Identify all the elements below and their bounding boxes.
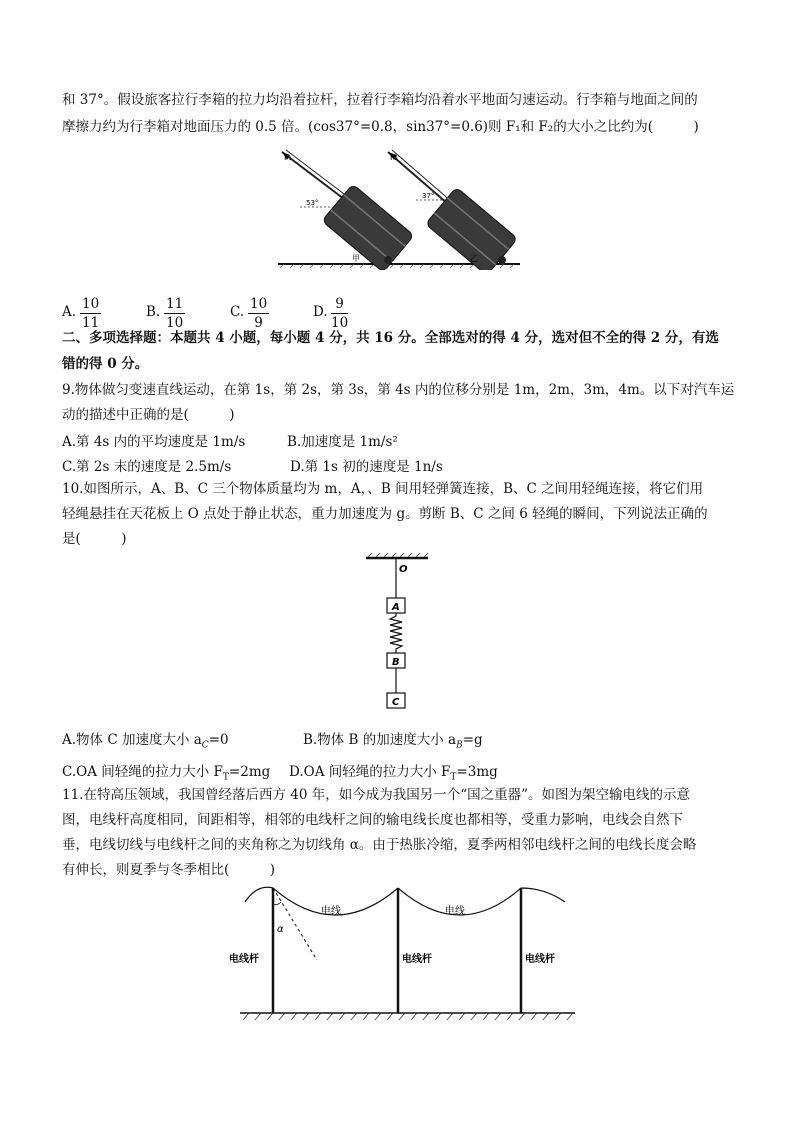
q10-option-c-sub: T bbox=[222, 772, 229, 783]
q10-option-c-text: C.OA 间轻绳的拉力大小 F bbox=[62, 764, 223, 780]
q10-option-a-tail: =0 bbox=[208, 732, 229, 748]
q10-stem-line-2: 轻绳悬挂在天花板上 O 点处于静止状态，重力加速度为 g。剪断 B、C 之间 6 轻绳的瞬间，下列说法正确的 bbox=[62, 506, 708, 522]
q8-option-d-fraction bbox=[331, 295, 348, 332]
q11-wire-label-2: 电线 bbox=[445, 906, 465, 917]
q10-option-d[interactable] bbox=[289, 760, 498, 783]
q10-option-a[interactable] bbox=[62, 728, 229, 751]
q10-stem-line-1: 10.如图所示，A、B、C 三个物体质量均为 m，A，、B 间用轻弹簧连接，B、C 之间用轻绳连接，将它们用 bbox=[62, 481, 704, 497]
q10-option-a-sub: C bbox=[201, 740, 209, 751]
q8-option-c-num: 10 bbox=[250, 296, 268, 312]
q9-option-c[interactable]: C.第 2s 末的速度是 2.5m/s bbox=[62, 459, 232, 475]
q10-option-b[interactable] bbox=[303, 728, 483, 751]
section-2-heading-line-2: 错的得 0 分。 bbox=[62, 356, 149, 372]
q10-label-c: C bbox=[392, 697, 400, 708]
q11-alpha-label: α bbox=[277, 924, 284, 935]
q9-option-d[interactable]: D.第 1s 初的速度是 1n/s bbox=[290, 459, 443, 475]
q11-wire-label-1: 电线 bbox=[321, 906, 341, 917]
section-2-heading-line-1: 二、多项选择题：本题共 4 小题，每小题 4 分，共 16 分。全部选对的得 4 分，选对但不全的得 2 分，有选 bbox=[62, 330, 719, 346]
q11-pole-label-2: 电线杆 bbox=[402, 954, 432, 965]
q8-option-b-fraction bbox=[164, 295, 185, 332]
q8-label-f1: F₁ bbox=[284, 153, 292, 162]
q11-pole-label-3: 电线杆 bbox=[525, 954, 555, 965]
q10-hanging-blocks-figure bbox=[362, 552, 432, 714]
q8-option-b-num: 11 bbox=[166, 296, 184, 312]
q10-stem-line-3: 是( ) bbox=[62, 531, 127, 547]
q10-option-c[interactable] bbox=[62, 760, 270, 783]
q10-option-a-text: A.物体 C 加速度大小 a bbox=[62, 732, 202, 748]
q8-option-a-num: 10 bbox=[82, 296, 100, 312]
q10-option-d-tail: =3mg bbox=[456, 764, 498, 780]
q8-option-b-letter: B. bbox=[146, 304, 161, 320]
q9-option-a[interactable]: A.第 4s 内的平均速度是 1m/s bbox=[62, 434, 246, 450]
q8-stem-line-1: 和 37°。假设旅客拉行李箱的拉力均沿着拉杆，拉着行李箱均沿着水平地面匀速运动。行李箱与地面之间的 bbox=[62, 92, 698, 108]
q8-caption-left: 甲 bbox=[352, 254, 360, 263]
q10-label-a: A bbox=[392, 602, 400, 613]
q9-stem-line-2: 动的描述中正确的是( ) bbox=[62, 407, 235, 423]
q8-option-c-fraction bbox=[248, 295, 269, 332]
q8-option-d-num: 9 bbox=[331, 295, 348, 314]
q10-option-b-tail: =g bbox=[462, 732, 483, 748]
q11-pole-label-1: 电线杆 bbox=[229, 954, 259, 965]
q11-stem-line-1: 11.在特高压领域，我国曾经落后西方 40 年，如今成为我国另一个“国之重器”。如图为架空输电线的示意 bbox=[62, 787, 691, 803]
q8-option-a-fraction bbox=[80, 295, 101, 332]
q10-label-o: O bbox=[399, 564, 408, 575]
q11-stem-line-2: 图，电线杆高度相同，间距相等，相邻的电线杆之间的输电线长度也都相等，受重力影响，电线会自然下 bbox=[62, 812, 683, 828]
q8-suitcase-figure bbox=[270, 142, 530, 270]
q9-stem-line-1: 9.物体做匀变速直线运动，在第 1s，第 2s，第 3s，第 4s 内的位移分别是 1m，2m，3m，4m。以下对汽车运 bbox=[62, 382, 735, 398]
q11-stem-line-3: 垂，电线切线与电线杆之间的夹角称之为切线角 α。由于热胀冷缩，夏季两相邻电线杆之间的电线长度会略 bbox=[62, 837, 697, 853]
q8-stem-line-2: 摩擦力约为行李箱对地面压力的 0.5 倍。(cos37°=0.8，sin37°=0.6)则 F₁和 F₂的大小之比约为( ) bbox=[62, 119, 699, 135]
q10-option-d-sub: T bbox=[450, 772, 457, 783]
q8-label-f2: F₂ bbox=[390, 153, 398, 162]
q11-power-line-figure bbox=[225, 880, 585, 1025]
q8-option-d-den: 10 bbox=[331, 315, 349, 331]
q8-caption-right: 乙 bbox=[470, 254, 478, 263]
q8-option-a-letter: A. bbox=[62, 304, 77, 320]
q10-label-b: B bbox=[392, 657, 400, 668]
q8-angle-left: 53° bbox=[306, 199, 319, 207]
q11-stem-line-4: 有伸长，则夏季与冬季相比( ) bbox=[62, 862, 276, 878]
q8-option-b-den: 10 bbox=[166, 315, 184, 331]
q8-angle-right: 37° bbox=[422, 192, 435, 200]
q10-option-b-text: B.物体 B 的加速度大小 a bbox=[303, 732, 457, 748]
q10-option-c-tail: =2mg bbox=[228, 764, 271, 780]
q10-option-d-text: D.OA 间轻绳的拉力大小 F bbox=[289, 764, 451, 780]
q8-option-c-den: 9 bbox=[254, 315, 263, 331]
q8-option-c-letter: C. bbox=[230, 304, 245, 320]
q8-option-d-letter: D. bbox=[313, 304, 328, 320]
q9-option-b[interactable]: B.加速度是 1m/s² bbox=[287, 434, 398, 450]
q10-option-b-sub: B bbox=[456, 740, 463, 751]
q8-option-a-den: 11 bbox=[82, 315, 100, 331]
